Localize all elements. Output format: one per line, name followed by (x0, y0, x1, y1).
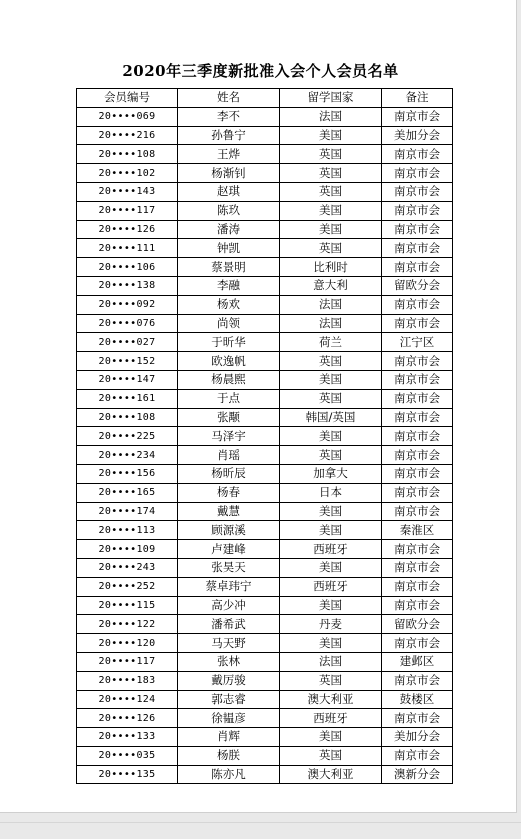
member-id-cell: 20••••161 (77, 389, 178, 408)
country-cell: 澳大利亚 (280, 690, 382, 709)
member-id-cell: 20••••109 (77, 540, 178, 559)
member-table (76, 88, 453, 784)
name-cell: 孙鲁宁 (178, 126, 280, 145)
member-id-cell: 20••••120 (77, 634, 178, 653)
note-cell: 留欧分会 (382, 615, 453, 634)
table-header-row (77, 89, 453, 108)
header-country: 留学国家 (280, 89, 382, 108)
table-row (77, 709, 453, 728)
table-row (77, 483, 453, 502)
name-cell: 高少冲 (178, 596, 280, 615)
country-cell: 美国 (280, 220, 382, 239)
country-cell: 法国 (280, 295, 382, 314)
name-cell: 蔡景明 (178, 258, 280, 277)
member-id-cell: 20••••108 (77, 145, 178, 164)
country-cell: 美国 (280, 596, 382, 615)
name-cell: 徐韫彦 (178, 709, 280, 728)
name-cell: 李融 (178, 276, 280, 295)
note-cell: 美加分会 (382, 728, 453, 747)
member-id-cell: 20••••174 (77, 502, 178, 521)
note-cell: 南京市会 (382, 220, 453, 239)
table-row (77, 258, 453, 277)
country-cell: 美国 (280, 634, 382, 653)
name-cell: 杨欢 (178, 295, 280, 314)
name-cell: 李不 (178, 107, 280, 126)
table-row (77, 182, 453, 201)
name-cell: 杨春 (178, 483, 280, 502)
table-row (77, 427, 453, 446)
member-id-cell: 20••••035 (77, 746, 178, 765)
note-cell: 美加分会 (382, 126, 453, 145)
member-id-cell: 20••••138 (77, 276, 178, 295)
name-cell: 陈亦凡 (178, 765, 280, 784)
member-id-cell: 20••••092 (77, 295, 178, 314)
note-cell: 南京市会 (382, 389, 453, 408)
table-row (77, 521, 453, 540)
member-id-cell: 20••••076 (77, 314, 178, 333)
note-cell: 南京市会 (382, 145, 453, 164)
member-id-cell: 20••••216 (77, 126, 178, 145)
country-cell: 美国 (280, 502, 382, 521)
table-row (77, 690, 453, 709)
country-cell: 英国 (280, 352, 382, 371)
country-cell: 西班牙 (280, 709, 382, 728)
member-id-cell: 20••••234 (77, 446, 178, 465)
table-row (77, 352, 453, 371)
country-cell: 荷兰 (280, 333, 382, 352)
name-cell: 于昕华 (178, 333, 280, 352)
member-id-cell: 20••••133 (77, 728, 178, 747)
table-row (77, 502, 453, 521)
table-row (77, 652, 453, 671)
member-id-cell: 20••••135 (77, 765, 178, 784)
note-cell: 建邺区 (382, 652, 453, 671)
name-cell: 卢建峰 (178, 540, 280, 559)
country-cell: 美国 (280, 728, 382, 747)
note-cell: 江宁区 (382, 333, 453, 352)
country-cell: 英国 (280, 389, 382, 408)
member-id-cell: 20••••243 (77, 558, 178, 577)
table-row (77, 314, 453, 333)
country-cell: 美国 (280, 521, 382, 540)
note-cell: 南京市会 (382, 746, 453, 765)
note-cell: 南京市会 (382, 577, 453, 596)
note-cell: 南京市会 (382, 295, 453, 314)
name-cell: 赵琪 (178, 182, 280, 201)
name-cell: 欧逸帆 (178, 352, 280, 371)
country-cell: 法国 (280, 107, 382, 126)
country-cell: 丹麦 (280, 615, 382, 634)
country-cell: 英国 (280, 746, 382, 765)
note-cell: 澳新分会 (382, 765, 453, 784)
country-cell: 澳大利亚 (280, 765, 382, 784)
table-body (77, 107, 453, 784)
name-cell: 张颙 (178, 408, 280, 427)
table-row (77, 615, 453, 634)
member-id-cell: 20••••106 (77, 258, 178, 277)
name-cell: 杨朕 (178, 746, 280, 765)
name-cell: 潘希武 (178, 615, 280, 634)
note-cell: 秦淮区 (382, 521, 453, 540)
country-cell: 美国 (280, 558, 382, 577)
table-row (77, 220, 453, 239)
table-row (77, 276, 453, 295)
note-cell: 鼓楼区 (382, 690, 453, 709)
note-cell: 南京市会 (382, 427, 453, 446)
name-cell: 戴厉骏 (178, 671, 280, 690)
member-id-cell: 20••••117 (77, 201, 178, 220)
name-cell: 杨昕辰 (178, 464, 280, 483)
member-id-cell: 20••••156 (77, 464, 178, 483)
table-row (77, 558, 453, 577)
country-cell: 美国 (280, 126, 382, 145)
member-id-cell: 20••••252 (77, 577, 178, 596)
country-cell: 英国 (280, 145, 382, 164)
country-cell: 英国 (280, 446, 382, 465)
table-row (77, 746, 453, 765)
member-id-cell: 20••••069 (77, 107, 178, 126)
table-row (77, 634, 453, 653)
table-row (77, 126, 453, 145)
member-id-cell: 20••••165 (77, 483, 178, 502)
name-cell: 于点 (178, 389, 280, 408)
header-note: 备注 (382, 89, 453, 108)
country-cell: 法国 (280, 314, 382, 333)
country-cell: 英国 (280, 239, 382, 258)
note-cell: 南京市会 (382, 464, 453, 483)
table-row (77, 577, 453, 596)
name-cell: 肖瑶 (178, 446, 280, 465)
name-cell: 陈玖 (178, 201, 280, 220)
country-cell: 比利时 (280, 258, 382, 277)
table-row (77, 107, 453, 126)
page-separator (0, 822, 521, 823)
name-cell: 潘涛 (178, 220, 280, 239)
name-cell: 蔡卓玮宁 (178, 577, 280, 596)
table-row (77, 446, 453, 465)
name-cell: 王烨 (178, 145, 280, 164)
table-row (77, 201, 453, 220)
note-cell: 南京市会 (382, 201, 453, 220)
name-cell: 戴慧 (178, 502, 280, 521)
name-cell: 杨晨熙 (178, 370, 280, 389)
name-cell: 杨渐钊 (178, 164, 280, 183)
note-cell: 南京市会 (382, 709, 453, 728)
member-id-cell: 20••••102 (77, 164, 178, 183)
member-id-cell: 20••••111 (77, 239, 178, 258)
country-cell: 意大利 (280, 276, 382, 295)
table-row (77, 333, 453, 352)
note-cell: 南京市会 (382, 258, 453, 277)
country-cell: 加拿大 (280, 464, 382, 483)
country-cell: 韩国/英国 (280, 408, 382, 427)
note-cell: 南京市会 (382, 182, 453, 201)
country-cell: 美国 (280, 427, 382, 446)
name-cell: 顾源溪 (178, 521, 280, 540)
table-row (77, 671, 453, 690)
table-row (77, 765, 453, 784)
member-id-cell: 20••••122 (77, 615, 178, 634)
country-cell: 美国 (280, 201, 382, 220)
table-row (77, 540, 453, 559)
name-cell: 张林 (178, 652, 280, 671)
name-cell: 马泽宇 (178, 427, 280, 446)
member-id-cell: 20••••117 (77, 652, 178, 671)
header-name: 姓名 (178, 89, 280, 108)
country-cell: 西班牙 (280, 577, 382, 596)
member-id-cell: 20••••124 (77, 690, 178, 709)
table-row (77, 389, 453, 408)
name-cell: 尚领 (178, 314, 280, 333)
member-id-cell: 20••••225 (77, 427, 178, 446)
table-row (77, 464, 453, 483)
note-cell: 南京市会 (382, 596, 453, 615)
country-cell: 日本 (280, 483, 382, 502)
table-row (77, 295, 453, 314)
table-row (77, 145, 453, 164)
note-cell: 南京市会 (382, 634, 453, 653)
name-cell: 张昊天 (178, 558, 280, 577)
table-row (77, 239, 453, 258)
note-cell: 南京市会 (382, 558, 453, 577)
header-member-id: 会员编号 (77, 89, 178, 108)
table-row (77, 408, 453, 427)
table-row (77, 164, 453, 183)
member-id-cell: 20••••113 (77, 521, 178, 540)
member-id-cell: 20••••115 (77, 596, 178, 615)
member-id-cell: 20••••108 (77, 408, 178, 427)
member-id-cell: 20••••152 (77, 352, 178, 371)
table-row (77, 728, 453, 747)
country-cell: 美国 (280, 370, 382, 389)
note-cell: 南京市会 (382, 370, 453, 389)
note-cell: 南京市会 (382, 239, 453, 258)
name-cell: 肖辉 (178, 728, 280, 747)
note-cell: 南京市会 (382, 502, 453, 521)
note-cell: 南京市会 (382, 164, 453, 183)
member-id-cell: 20••••143 (77, 182, 178, 201)
page-title: 2020年三季度新批准入会个人会员名单 (122, 62, 399, 80)
member-id-cell: 20••••147 (77, 370, 178, 389)
member-id-cell: 20••••126 (77, 220, 178, 239)
country-cell: 英国 (280, 164, 382, 183)
note-cell: 南京市会 (382, 107, 453, 126)
country-cell: 英国 (280, 671, 382, 690)
name-cell: 钟凯 (178, 239, 280, 258)
note-cell: 南京市会 (382, 408, 453, 427)
table-row (77, 370, 453, 389)
country-cell: 西班牙 (280, 540, 382, 559)
note-cell: 南京市会 (382, 352, 453, 371)
country-cell: 英国 (280, 182, 382, 201)
note-cell: 南京市会 (382, 483, 453, 502)
member-id-cell: 20••••126 (77, 709, 178, 728)
name-cell: 郭志睿 (178, 690, 280, 709)
country-cell: 法国 (280, 652, 382, 671)
note-cell: 南京市会 (382, 540, 453, 559)
name-cell: 马天野 (178, 634, 280, 653)
note-cell: 南京市会 (382, 446, 453, 465)
table-row (77, 596, 453, 615)
note-cell: 南京市会 (382, 671, 453, 690)
member-id-cell: 20••••027 (77, 333, 178, 352)
note-cell: 留欧分会 (382, 276, 453, 295)
member-id-cell: 20••••183 (77, 671, 178, 690)
note-cell: 南京市会 (382, 314, 453, 333)
